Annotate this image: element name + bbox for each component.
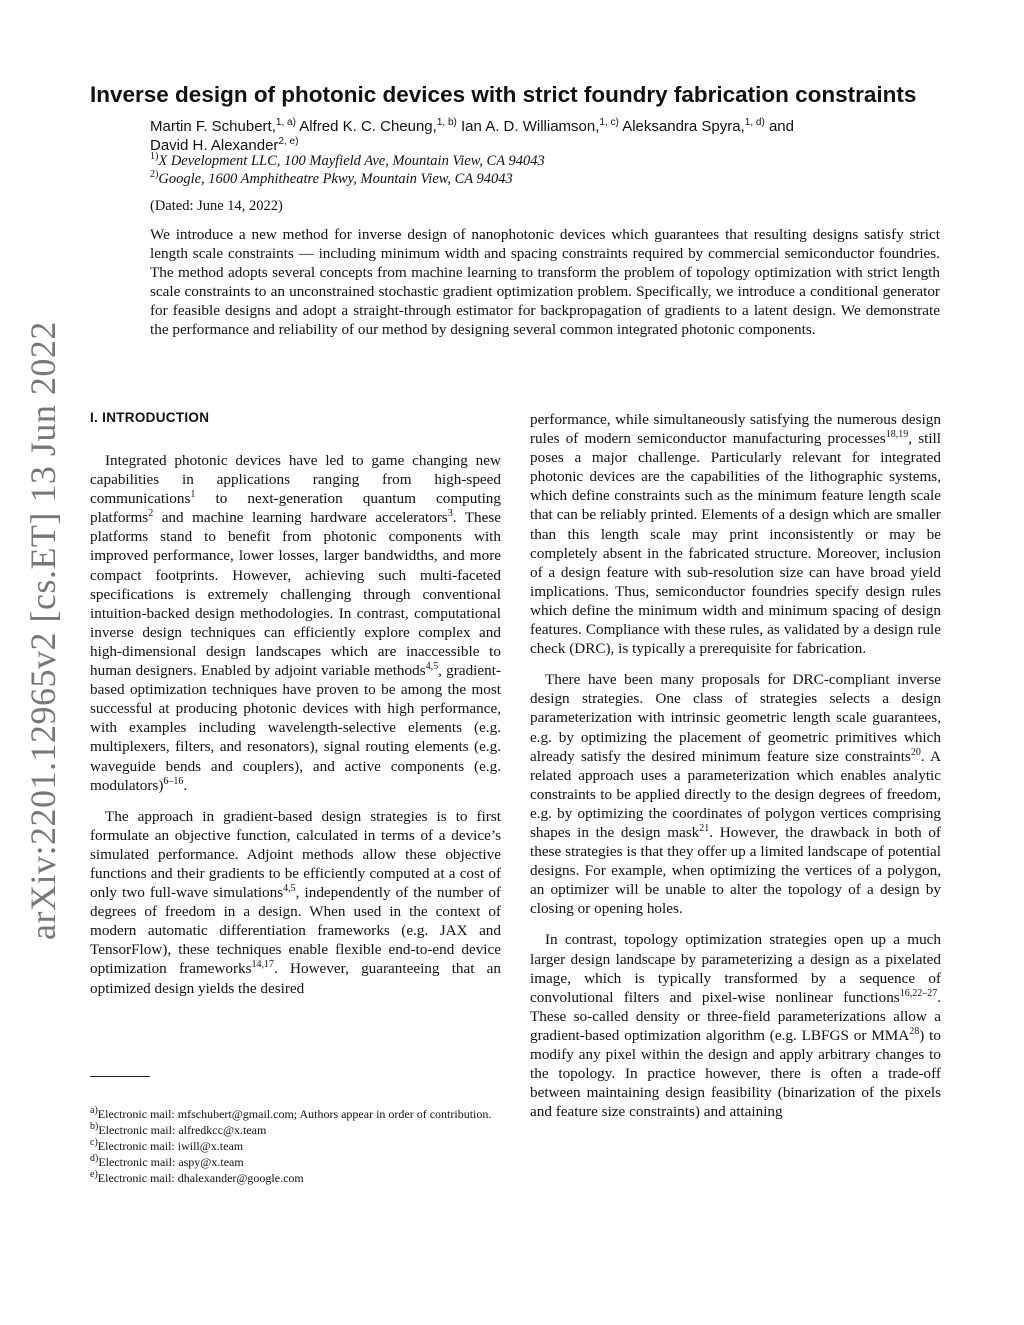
citation-superscript: 1 [190, 489, 196, 501]
paragraph [530, 670, 941, 918]
footnote-marker: d) [90, 1153, 99, 1164]
footnote-text: Electronic mail: mfschubert@gmail.com; Authors appear in order of contribution. [97, 1107, 492, 1121]
footnote-text: Electronic mail: aspy@x.team [98, 1155, 244, 1169]
citation-superscript: 6–16 [163, 775, 184, 787]
text-run: . However, guaranteeing that an optimized design yields the desired [90, 960, 502, 997]
affiliation-text: X Development LLC, 100 Mayfield Ave, Mountain View, CA 94043 [158, 153, 545, 169]
footnote [90, 1138, 501, 1154]
footnote-divider [90, 1076, 150, 1077]
text-run: In contrast, topology optimization strategies open up a much larger design landscape by parameterizing a design as a pixelated image, which is typically transformed by a sequence of convolutional filters and pixel-wise nonlinear functions [530, 931, 941, 1006]
footnote-marker: a) [90, 1105, 98, 1116]
footnote [90, 1122, 501, 1138]
citation-superscript: 28 [909, 1025, 920, 1037]
text-run: performance, while simultaneously satisfying the numerous design rules of modern semiconductor manufacturing processes [530, 411, 941, 448]
text-run: , independently of the number of degrees of freedom in a design. When used in the context of modern automatic differentiation frameworks (e.g. JAX and TensorFlow), these techniques enable flexible end-to-end device optimization frameworks [90, 884, 501, 978]
citation-superscript: 20 [910, 746, 921, 758]
footnote [90, 1106, 501, 1122]
author-name: Alfred K. C. Cheung, [299, 118, 437, 135]
affiliation-item [150, 152, 545, 170]
citation-superscript: 4,5 [283, 883, 296, 894]
author-marker: 1, b) [436, 117, 457, 128]
author-name: Ian A. D. Williamson, [461, 118, 600, 135]
affiliation-marker: 2) [150, 169, 159, 181]
right-column [530, 410, 941, 1133]
citation-superscript: 18,19 [885, 429, 909, 441]
date-line: (Dated: June 14, 2022) [150, 198, 283, 214]
footnote-marker: b) [90, 1121, 99, 1132]
abstract: We introduce a new method for inverse design of nanophotonic devices which guarantees that resulting designs satisfy strict length scale constraints — including minimum width and spacing constraints required by commercial semiconductor foundries. The method adopts several concepts from machine learning to transform the problem of topology optimization with strict length scale constraints to an unconstrained stochastic gradient optimization problem. Specifically, we introduce a conditional generator for feasible designs and adopt a straight-through estimator for backpropagation of gradients to a latent design. We demonstrate the performance and reliability of our method by designing several common integrated photonic components. [150, 226, 940, 339]
text-run: , still poses a major challenge. Particularly relevant for integrated photonic devices are the capabilities of the lithographic systems, which define constraints such as the minimum feature length scale that can be reliably printed. Elements of a design which are smaller than this length scale may print inconsistently or may be completely absent in the fabricated structure. Moreover, inclusion of a design feature with sub-resolution size can have broad yield implications. Thus, semiconductor foundries specify design rules which define the minimum width and minimum spacing of design features. Compliance with these rules, as validated by a design rule check (DRC), is typically a prerequisite for fabrication. [530, 430, 941, 658]
footnote-text: Electronic mail: iwill@x.team [97, 1139, 244, 1153]
text-run: to next-generation quantum computing platforms [90, 490, 501, 527]
citation-superscript: 14,17 [251, 959, 275, 971]
footnote-text: Electronic mail: alfredkcc@x.team [98, 1123, 267, 1137]
text-run: , gradient-based optimization techniques have proven to be among the most successful at producing photonic devices with high performance, with examples including wavelength-selective elements (e.g. multiplexers, filters, and resonators), signal routing elements (e.g. waveguide bends and couplers), and active components (e.g. modulators) [90, 662, 501, 794]
text-run: . These platforms stand to benefit from photonic components with improved performance, lower losses, larger bandwidths, and more compact footprints. However, achieving such multi-faceted specifications is extremely challenging through conventional intuition-backed design methodologies. In contrast, computational inverse design techniques can efficiently explore complex and high-dimensional design landscapes which are inaccessible to human designers. Enabled by adjoint variable methods [90, 509, 501, 680]
footnote-marker: e) [90, 1169, 98, 1180]
section-heading: I. INTRODUCTION [90, 410, 210, 425]
text-run: There have been many proposals for DRC-compliant inverse design strategies. One class of strategies selects a design parameterization with intrinsic geometric length scale guarantees, e.g. by optimizing the placement of geometric primitives which already satisfy the desired minimum feature size constraints [530, 671, 941, 765]
footnote [90, 1154, 501, 1170]
arxiv-identifier-stamp: arXiv:2201.12965v2 [cs.ET] 13 Jun 2022 [23, 321, 63, 940]
citation-superscript: 2 [148, 508, 154, 520]
text-run: . These so-called density or three-field parameterizations allow a gradient-based optimization algorithm (e.g. LBFGS or MMA [530, 988, 941, 1044]
footnote [90, 1170, 501, 1186]
footnote-marker: c) [90, 1137, 98, 1148]
citation-superscript: 3 [447, 508, 453, 520]
citation-superscript: 21 [699, 822, 710, 834]
author-marker: 1, a) [275, 117, 296, 128]
footnote-list [90, 1106, 501, 1186]
paragraph [530, 410, 941, 658]
left-column [90, 410, 501, 1010]
text-run: and machine learning hardware accelerators [153, 509, 448, 527]
affiliation-text: Google, 1600 Amphitheatre Pkwy, Mountain View, CA 94043 [158, 171, 513, 187]
paragraph [90, 451, 501, 795]
paragraph [90, 807, 501, 998]
text-run: . [183, 776, 188, 794]
author-name: Aleksandra Spyra, [622, 118, 745, 135]
author-name: David H. Alexander [150, 137, 279, 154]
author-conjunction: and [768, 118, 794, 135]
affiliation-marker: 1) [150, 151, 159, 163]
footnote-text: Electronic mail: dhalexander@google.com [97, 1171, 304, 1185]
author-marker: 2, e) [278, 136, 299, 147]
author-marker: 1, c) [599, 117, 619, 128]
author-name: Martin F. Schubert, [150, 118, 276, 135]
text-run: . However, the drawback in both of these strategies is that they offer up a limited landscape of potential designs. For example, when optimizing the vertices of a polygon, an optimizer will be unable to alter the topology of a design by closing or opening holes. [530, 823, 941, 918]
text-run: ) to modify any pixel within the design and apply arbitrary changes to the topology. In practice however, there is often a trade-off between maintaining design feasibility (binarization of the pixels and feature size constraints) and attaining [530, 1026, 941, 1121]
text-run: The approach in gradient-based design strategies is to first formulate an objective function, calculated in terms of a device’s simulated performance. Adjoint methods allow these objective functions and their gradients to be efficiently computed at a cost of only two full-wave simulations [90, 807, 501, 902]
affiliation-list [150, 152, 545, 188]
citation-superscript: 4,5 [425, 660, 439, 672]
text-run: . A related approach uses a parameterization which enables analytic constraints to be applied directly to the design degrees of freedom, e.g. by optimizing the coordinates of polygon vertices comprising shapes in the design mask [530, 747, 941, 841]
text-run: Integrated photonic devices have led to game changing new capabilities in applications ranging from high-speed communications [90, 452, 501, 508]
author-list [150, 117, 910, 155]
paper-title: Inverse design of photonic devices with strict foundry fabrication constraints [90, 82, 917, 107]
author-marker: 1, d) [744, 117, 765, 128]
paragraph [530, 930, 941, 1121]
affiliation-item [150, 170, 545, 188]
citation-superscript: 16,22–27 [899, 987, 938, 999]
